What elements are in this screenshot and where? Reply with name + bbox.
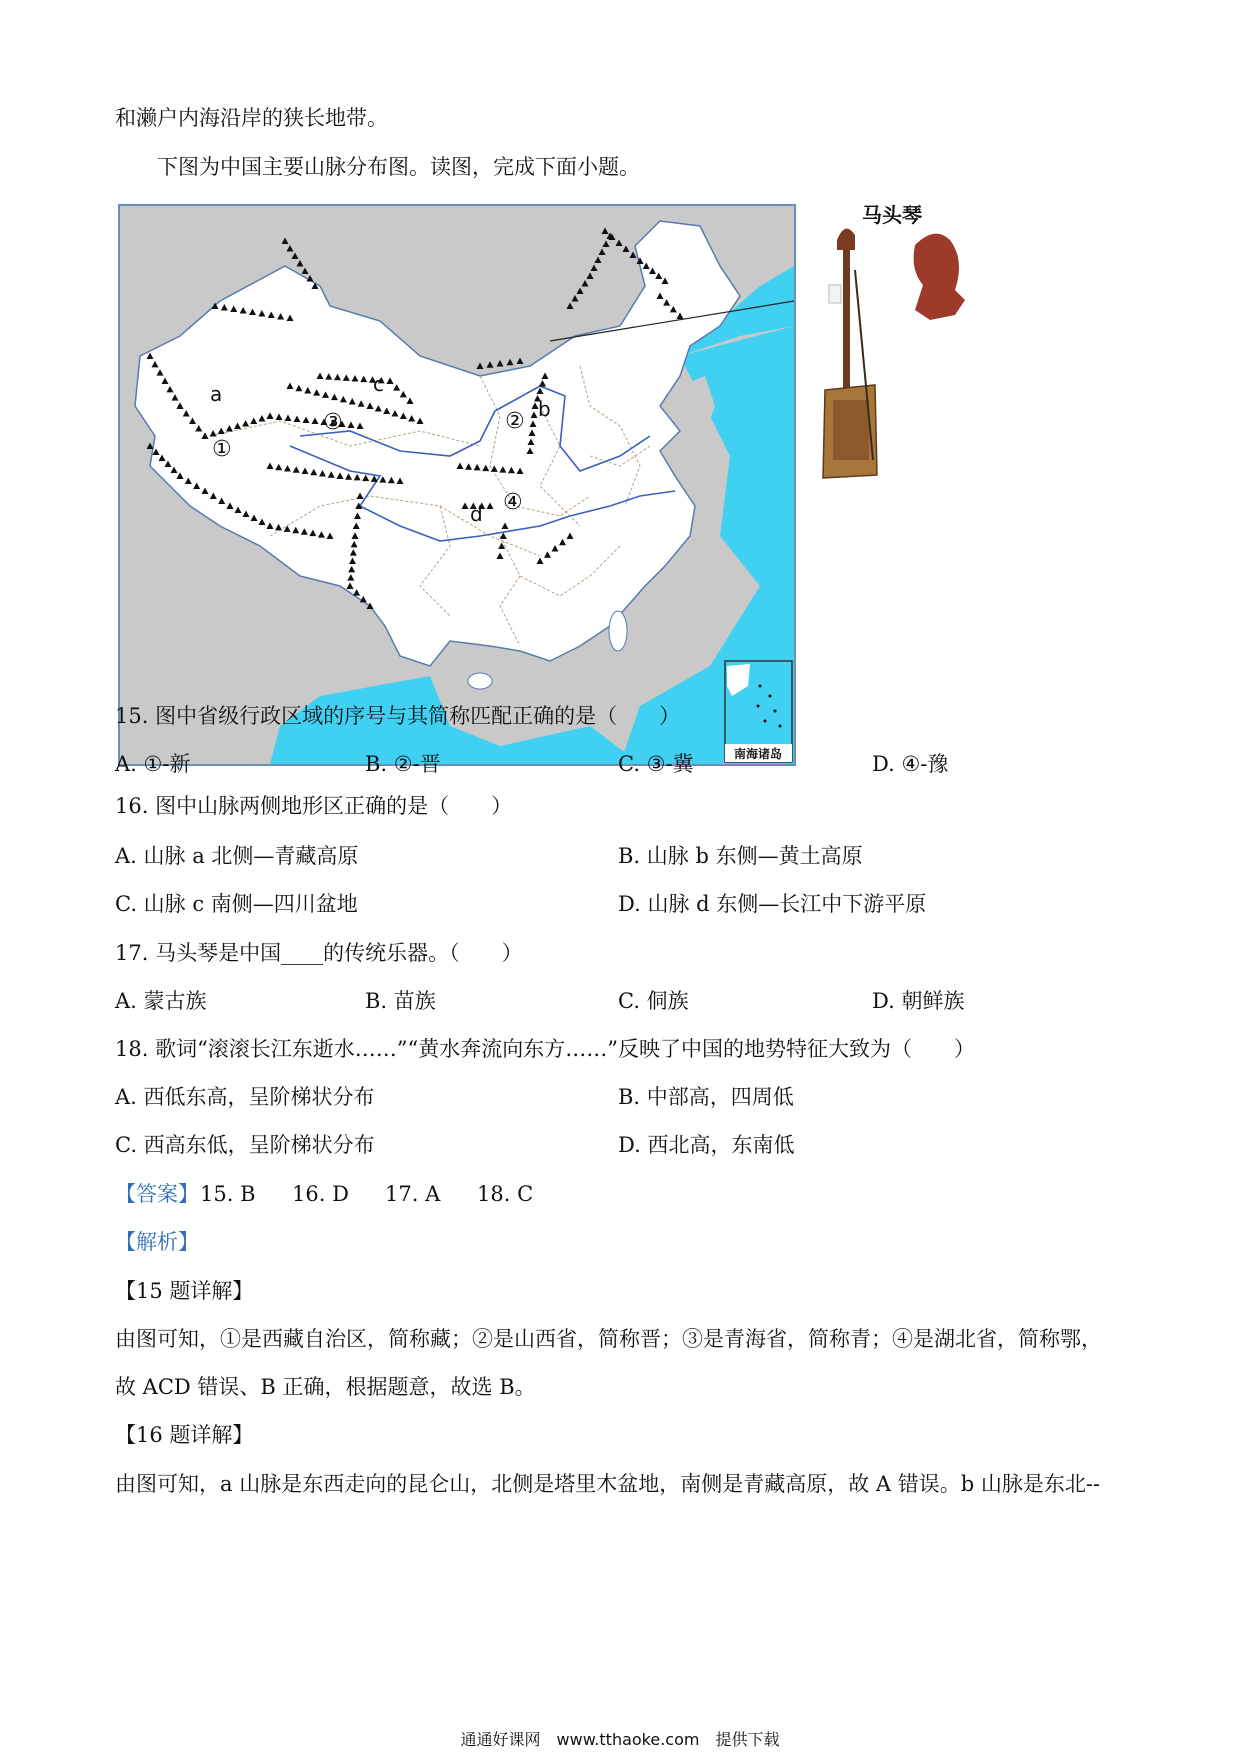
q16-option-d: D. 山脉 d 东侧—长江中下游平原 [618,892,927,916]
mountain-symbol [603,241,610,248]
q17-option-c: C. 侗族 [618,989,689,1013]
q18-option-b: B. 中部高，四周低 [618,1085,794,1109]
q15-stem: 15. 图中省级行政区域的序号与其简称匹配正确的是（ ） [115,704,681,728]
horse-head-carving [914,234,965,320]
mountain-symbol [477,363,484,370]
answer-18: 18. C [477,1182,534,1206]
label-region-3: ③ [323,410,343,435]
page-footer: 通通好课网 www.tthaoke.com 提供下载 [460,1730,780,1749]
label-region-1: ① [212,437,232,462]
inset-label: 南海诸岛 [733,747,783,761]
hainan-island [468,673,492,689]
mountain-symbol [517,358,524,365]
q15-option-d: D. ④-豫 [872,752,949,776]
mountain-symbol [302,268,309,275]
q18-option-c: C. 西高东低，呈阶梯状分布 [115,1133,375,1157]
instrument-label: 马头琴 [862,203,922,227]
mountain-symbol [591,265,598,272]
answer-17: 17. A [385,1182,441,1206]
mountain-symbol [567,303,574,310]
mountain-symbol [297,260,304,267]
q16-option-b: B. 山脉 b 东侧—黄土高原 [618,844,863,868]
analysis-tag: 【解析】 [115,1230,199,1254]
answer-tag: 【答案】 [115,1182,199,1206]
analysis-q16-heading: 【16 题详解】 [115,1423,254,1447]
label-region-2: ② [505,409,525,434]
matouqin-illustration [815,200,975,490]
q17-option-a: A. 蒙古族 [115,989,207,1013]
q15-option-c: C. ③-冀 [618,752,694,776]
china-mountain-map [118,204,796,766]
mountain-symbol [630,252,637,259]
answer-16: 16. D [292,1182,349,1206]
q15-option-a: A. ①-新 [115,752,191,776]
q16-stem: 16. 图中山脉两侧地形区正确的是（ ） [115,794,513,818]
mountain-symbol [147,443,154,450]
mountain-symbol [587,273,594,280]
label-a: a [210,382,223,406]
mountain-symbol [623,246,630,253]
q17-stem: 17. 马头琴是中国____的传统乐器。（ ） [115,941,523,965]
mountain-symbol [577,288,584,295]
mountain-symbol [595,257,602,264]
mountain-symbol [599,249,606,256]
mountain-symbol [572,295,579,302]
mountain-symbol [292,253,299,260]
instrument-neck [843,240,850,410]
mountain-symbol [616,240,623,247]
south-sea-inset [725,661,792,762]
q17-option-d: D. 朝鲜族 [872,989,965,1013]
intro-continuation: 和濑户内海沿岸的狭长地带。 [115,106,388,130]
map-svg [120,206,794,764]
mountain-symbol [282,238,289,245]
analysis-q15-text-1: 由图可知，①是西藏自治区，简称藏；②是山西省，简称晋；③是青海省，简称青；④是湖北省，简称鄂， [115,1327,1102,1351]
analysis-q15-text-2: 故 ACD 错误、B 正确，根据题意，故选 B。 [115,1375,536,1399]
q17-option-b: B. 苗族 [365,989,436,1013]
mountain-symbol [497,360,504,367]
label-d: d [470,502,483,526]
taiwan-island [609,611,627,651]
q18-option-d: D. 西北高，东南低 [618,1133,795,1157]
q15-option-b: B. ②-晋 [365,752,441,776]
answer-15: 15. B [200,1182,256,1206]
intro-lead: 下图为中国主要山脉分布图。读图，完成下面小题。 [157,155,640,179]
mountain-symbol [582,280,589,287]
mountain-symbol [487,361,494,368]
analysis-q16-text-1: 由图可知，a 山脉是东西走向的昆仑山，北侧是塔里木盆地，南侧是青藏高原，故 A 错误。b 山脉是东北-- [115,1472,1101,1496]
q18-option-a: A. 西低东高，呈阶梯状分布 [115,1085,375,1109]
q18-stem: 18. 歌词“滚滚长江东逝水……”“黄水奔流向东方……”反映了中国的地势特征大致为（ ） [115,1037,976,1061]
analysis-q15-heading: 【15 题详解】 [115,1279,254,1303]
mountain-symbol [602,228,609,235]
label-region-4: ④ [503,490,523,515]
q16-option-a: A. 山脉 a 北侧—青藏高原 [115,844,359,868]
mountain-symbol [287,245,294,252]
label-b: b [538,397,551,421]
mountain-symbol [507,359,514,366]
q16-option-c: C. 山脉 c 南侧—四川盆地 [115,892,358,916]
label-c: c [373,372,384,396]
